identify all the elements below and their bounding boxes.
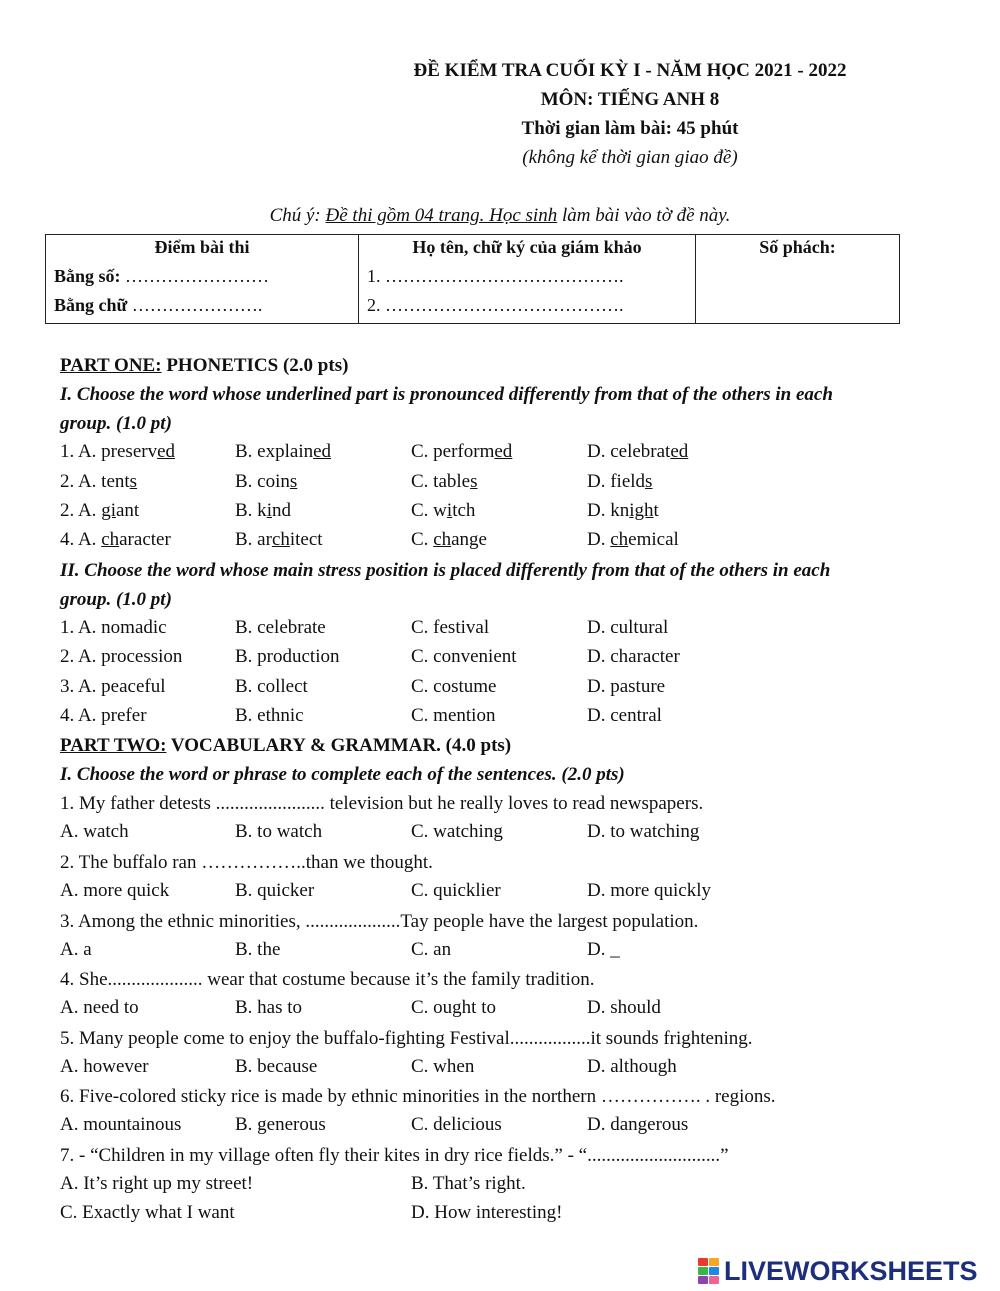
option-text: B. coin <box>235 471 290 492</box>
stress-option: D. central <box>587 705 662 726</box>
option-underlined-part: ch <box>433 529 452 550</box>
option-text: 2. A. <box>60 500 102 521</box>
grammar-option: D. to watching <box>587 821 700 842</box>
option-underlined-part: ch <box>101 529 120 550</box>
score-words-label: Bằng chữ <box>54 295 128 315</box>
examiner-cell <box>359 235 696 324</box>
score-number-label: Bằng số: <box>54 266 121 286</box>
grammar-option: C. delicious <box>411 1114 502 1135</box>
grammar-option: D. should <box>587 997 661 1018</box>
grammar-question-q5: 5. Many people come to enjoy the buffalo-fighting Festival.................it sounds frightening. <box>60 1028 753 1049</box>
option-text: D. <box>587 529 611 550</box>
part1-sec2-instruction-cont: group. (1.0 pt) <box>60 589 172 610</box>
score-number-line <box>54 262 350 291</box>
grammar-option: A. a <box>60 939 92 960</box>
grammar-options-row <box>60 1114 960 1138</box>
grammar-question-q4: 4. She.................... wear that costume because it’s the family tradition. <box>60 969 595 990</box>
examiner-line-1: 1. …………………………………. <box>367 266 624 286</box>
grammar-option: B. That’s right. <box>411 1173 526 1194</box>
logo-mark-tile <box>709 1258 719 1266</box>
score-words-dots: …………………. <box>127 295 263 315</box>
part1-title-underlined: PART ONE: <box>60 355 162 376</box>
option-text: B. ar <box>235 529 272 550</box>
logo-mark-tile <box>709 1267 719 1275</box>
phonetics-option <box>411 529 487 551</box>
option-underlined-part: s <box>289 471 298 492</box>
phonetics-option <box>60 471 137 493</box>
stress-option: B. collect <box>235 676 308 697</box>
grammar-options-row <box>60 1173 960 1197</box>
option-underlined-part: gi <box>101 500 116 521</box>
grammar-option: D. more quickly <box>587 880 712 901</box>
option-text: 4. A. <box>60 529 102 550</box>
score-table <box>45 234 900 324</box>
part1-sec2-instruction: II. Choose the word whose main stress position is placed differently from that of the others in each <box>60 560 831 581</box>
part1-sec1-instruction: I. Choose the word whose underlined part is pronounced differently from that of the others in each <box>60 384 833 405</box>
time-note: (không kể thời gian giao đề) <box>522 147 738 168</box>
option-text: 2. A. tent <box>60 471 130 492</box>
grammar-options-row <box>60 939 960 963</box>
grammar-option: C. when <box>411 1056 475 1077</box>
part2-title <box>60 734 511 758</box>
phonetics-option <box>587 500 659 522</box>
stress-option: C. mention <box>411 705 496 726</box>
option-text: emical <box>628 529 679 550</box>
grammar-option: A. It’s right up my street! <box>60 1173 254 1194</box>
grammar-option: C. watching <box>411 821 503 842</box>
stress-option: D. pasture <box>587 676 666 697</box>
grammar-option: A. however <box>60 1056 149 1077</box>
option-underlined-part: igh <box>629 500 654 521</box>
stress-option: 4. A. prefer <box>60 705 147 726</box>
option-underlined-part: ed <box>670 441 689 462</box>
option-underlined-part: s <box>470 471 478 492</box>
grammar-option: B. has to <box>235 997 303 1018</box>
grammar-option: B. generous <box>235 1114 326 1135</box>
grammar-options-row <box>60 1056 960 1080</box>
grammar-options-row <box>60 821 960 845</box>
option-text: t <box>653 500 659 521</box>
grammar-option: D. _ <box>587 939 620 960</box>
part2-sec1-instruction: I. Choose the word or phrase to complete each of the sentences. (2.0 pts) <box>60 764 625 785</box>
grammar-option: A. watch <box>60 821 129 842</box>
serial-cell <box>696 235 900 324</box>
stress-option: C. convenient <box>411 646 517 667</box>
option-underlined-part: ed <box>157 441 176 462</box>
stress-question-row <box>60 676 960 700</box>
phonetics-question-row <box>60 500 960 524</box>
option-text: itect <box>289 529 323 550</box>
option-underlined-part: s <box>129 471 138 492</box>
grammar-option: B. to watch <box>235 821 323 842</box>
option-underlined-part: ch <box>271 529 290 550</box>
stress-option: D. character <box>587 646 680 667</box>
phonetics-question-row <box>60 441 960 465</box>
stress-option: D. cultural <box>587 617 669 638</box>
logo-text: LIVEWORKSHEETS <box>724 1255 978 1286</box>
logo-mark-tile <box>698 1258 708 1266</box>
option-underlined-part: ed <box>313 441 332 462</box>
stress-question-row <box>60 617 960 641</box>
grammar-option: C. Exactly what I want <box>60 1202 235 1223</box>
phonetics-option <box>60 529 171 551</box>
phonetics-option <box>411 500 475 522</box>
stress-option: B. ethnic <box>235 705 304 726</box>
part2-title-underlined: PART TWO: <box>60 735 167 756</box>
grammar-question-q2: 2. The buffalo ran ……………..than we thought. <box>60 852 433 873</box>
option-text: C. <box>411 529 434 550</box>
logo-mark-tile <box>698 1276 708 1284</box>
score-words-line <box>54 291 350 320</box>
serial-title: Số phách: <box>759 237 836 257</box>
part1-title <box>60 354 348 378</box>
time-limit: Thời gian làm bài: 45 phút <box>521 118 739 139</box>
stress-option: 2. A. procession <box>60 646 183 667</box>
grammar-option: C. ought to <box>411 997 496 1018</box>
option-text: tch <box>452 500 476 521</box>
phonetics-option <box>235 441 331 463</box>
grammar-options-row <box>60 997 960 1021</box>
phonetics-option <box>411 471 478 493</box>
option-text: C. perform <box>411 441 495 462</box>
note-underlined: Đề thi gồm 04 trang. Học sinh <box>325 205 558 226</box>
option-text: D. kn <box>587 500 630 521</box>
logo-mark-icon <box>698 1258 720 1284</box>
option-underlined-part: i <box>266 500 272 521</box>
option-underlined-part: ch <box>610 529 629 550</box>
stress-question-row <box>60 705 960 729</box>
grammar-option: D. dangerous <box>587 1114 689 1135</box>
stress-option: 3. A. peaceful <box>60 676 166 697</box>
grammar-option: D. although <box>587 1056 677 1077</box>
stress-option: B. celebrate <box>235 617 326 638</box>
stress-option: 1. A. nomadic <box>60 617 167 638</box>
phonetics-question-row <box>60 471 960 495</box>
phonetics-option <box>587 471 652 493</box>
stress-option: C. festival <box>411 617 490 638</box>
option-text: D. field <box>587 471 646 492</box>
option-text: D. celebrat <box>587 441 671 462</box>
stress-option: C. costume <box>411 676 497 697</box>
option-underlined-part: s <box>645 471 653 492</box>
phonetics-question-row <box>60 529 960 553</box>
grammar-option: B. quicker <box>235 880 315 901</box>
examiner-line-2: 2. …………………………………. <box>367 295 624 315</box>
exam-note <box>0 205 1000 227</box>
option-text: nd <box>271 500 291 521</box>
stress-option: B. production <box>235 646 340 667</box>
grammar-options-row <box>60 1202 960 1226</box>
grammar-option: A. mountainous <box>60 1114 182 1135</box>
option-text: ange <box>451 529 487 550</box>
grammar-option: B. because <box>235 1056 318 1077</box>
option-underlined-part: ed <box>494 441 513 462</box>
score-title: Điểm bài thi <box>154 237 250 257</box>
option-text: B. explain <box>235 441 314 462</box>
score-number-dots: …………………… <box>120 266 270 286</box>
examiner-title: Họ tên, chữ ký của giám khảo <box>412 237 642 257</box>
option-text: aracter <box>119 529 171 550</box>
option-text: B. k <box>235 500 267 521</box>
logo-mark-tile <box>709 1276 719 1284</box>
option-text: ant <box>115 500 140 521</box>
phonetics-option <box>411 441 512 463</box>
grammar-question-q6: 6. Five-colored sticky rice is made by ethnic minorities in the northern ……………. . regions. <box>60 1086 776 1107</box>
grammar-option: A. need to <box>60 997 139 1018</box>
phonetics-option <box>235 500 291 522</box>
option-text: 1. A. preserv <box>60 441 158 462</box>
grammar-question-q1: 1. My father detests ....................... television but he really loves to read newspapers. <box>60 793 704 814</box>
grammar-option: A. more quick <box>60 880 170 901</box>
grammar-option: C. quicklier <box>411 880 501 901</box>
phonetics-option <box>60 441 175 463</box>
stress-question-row <box>60 646 960 670</box>
grammar-option: C. an <box>411 939 452 960</box>
score-cell <box>46 235 359 324</box>
grammar-question-q3: 3. Among the ethnic minorities, ....................Tay people have the largest population. <box>60 911 699 932</box>
grammar-option: D. How interesting! <box>411 1202 563 1223</box>
part2-title-rest: VOCABULARY & GRAMMAR. (4.0 pts) <box>166 735 512 756</box>
grammar-options-row <box>60 880 960 904</box>
phonetics-option <box>235 471 297 493</box>
phonetics-option <box>235 529 323 551</box>
phonetics-option <box>587 441 688 463</box>
part1-sec1-instruction-cont: group. (1.0 pt) <box>60 413 172 434</box>
phonetics-option <box>587 529 679 551</box>
exam-title: ĐỀ KIỂM TRA CUỐI KỲ I - NĂM HỌC 2021 - 2022 <box>413 60 847 81</box>
grammar-question-q7: 7. - “Children in my village often fly their kites in dry rice fields.” - “............................” <box>60 1145 729 1166</box>
grammar-option: B. the <box>235 939 281 960</box>
subject-title: MÔN: TIẾNG ANH 8 <box>540 89 720 110</box>
logo-mark-tile <box>698 1267 708 1275</box>
liveworksheets-logo <box>698 1257 978 1285</box>
note-suffix: làm bài vào tờ đề này. <box>557 205 731 226</box>
option-underlined-part: i <box>446 500 453 521</box>
part1-title-rest: PHONETICS (2.0 pts) <box>161 355 349 376</box>
phonetics-option <box>60 500 139 522</box>
option-text: C. w <box>411 500 447 521</box>
option-text: C. table <box>411 471 471 492</box>
note-prefix: Chú ý: <box>269 205 326 226</box>
